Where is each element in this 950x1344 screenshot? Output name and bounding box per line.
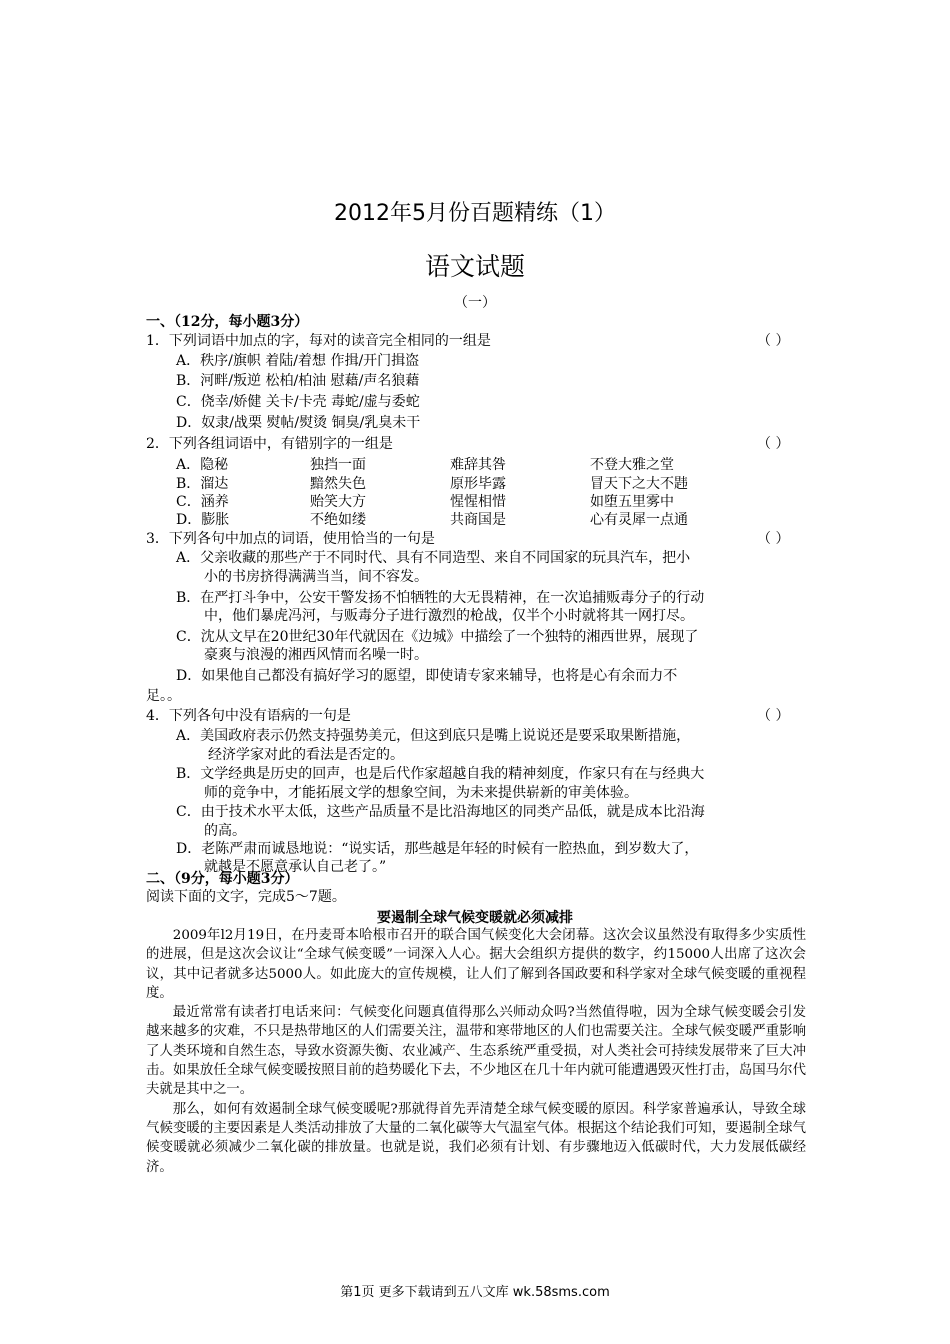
q4-stem: 4．下列各句中没有语病的一句是	[146, 708, 351, 724]
exam-title: 2012年5月份百题精练（1）	[334, 201, 616, 226]
q3-option-c-line2: 豪爽与浪漫的湘西风情而名噪一时。	[204, 647, 428, 663]
exam-subtitle: 语文试题	[424, 252, 525, 281]
q3-option-c-line1: C．沈从文早在20世纪30年代就因在《边城》中描绘了一个独特的湘西世界，展现了	[176, 629, 699, 645]
section2-instruction: 阅读下面的文字，完成5～7题。	[146, 889, 346, 905]
q4-option-b-line1: B．文学经典是历史的回声，也是后代作家超越自我的精神刻度，作家只有在与经典大	[176, 766, 705, 782]
q4-option-c-line2: 的高。	[204, 823, 246, 839]
q2-stem: 2．下列各组词语中，有错别字的一组是	[146, 436, 393, 452]
part-label: （一）	[454, 295, 496, 311]
q2-row-c	[0, 493, 950, 512]
q2-row-a	[0, 456, 950, 475]
q1-option-c: C．侥幸/娇健 关卡/卡壳 毒蛇/虚与委蛇	[176, 394, 420, 410]
q4-option-b-line2: 师的竞争中，才能拓展文学的想象空间，为未来提供崭新的审美体验。	[204, 785, 638, 801]
q1-option-d: D．奴隶/战栗 熨帖/熨烫 铜臭/乳臭未干	[176, 415, 421, 431]
q2-c-term2: 贻笑大方	[310, 494, 366, 510]
q2-c-term3: 惺惺相惜	[450, 494, 506, 510]
q2-a-term3: 难辞其咎	[450, 457, 506, 473]
q2-d-term3: 共商国是	[450, 512, 506, 528]
q2-b-term3: 原形毕露	[450, 476, 506, 492]
q3-option-b-line1: B．在严打斗争中，公安干警发扬不怕牺牲的大无畏精神，在一次追捕贩毒分子的行动	[176, 590, 705, 606]
article-paragraph-2: 最近常常有读者打电话来问：气候变化问题真值得那么兴师动众吗?当然值得啦，因为全球气候变暖会引发越来越多的灾难，不只是热带地区的人们需要关注，温带和寒带地区的人们也需要关注。全球气候变暖严重影响了人类环境和自然生态，导致水资源失衡、农业减产、生态系统严重受损，对人类社会可持续发展带来了巨大冲击。如果放任全球气候变暖按照目前的趋势暖化下去，不少地区在几十年内就可能遭遇毁灭性打击，岛国马尔代夫就是其中之一。	[146, 1005, 806, 1098]
q2-row-d	[0, 511, 950, 530]
q2-d-term2: 不绝如缕	[310, 512, 366, 528]
q4-option-a-line2: 经济学家对此的看法是否定的。	[208, 747, 404, 763]
q4-option-c-line1: C．由于技术水平太低，这些产品质量不是比沿海地区的同类产品低，就是成本比沿海	[176, 804, 705, 820]
article-paragraph-1: 2009年l2月19日，在丹麦哥本哈根市召开的联合国气候变化大会闭幕。这次会议虽然没有取得多少实质性的进展，但是这次会议让“全球气候变暖”一词深入人心。据大会组织方提供的数字，约15000人出席了这次会议，其中记者就多达5000人。如此庞大的宣传规模，让人们了解到各国政要和科学家对全球气候变暖的重视程度。	[146, 928, 806, 1001]
q1-answer-bracket: （ ）	[757, 333, 790, 349]
q3-stem: 3．下列各句中加点的词语，使用恰当的一句是	[146, 531, 435, 547]
q1-option-a: A．秩序/旗帜 着陆/着想 作揖/开门揖盗	[176, 353, 420, 369]
q2-b-term1: B．溜达	[176, 476, 229, 492]
q2-a-term4: 不登大雅之堂	[590, 457, 674, 473]
q2-b-term4: 冒天下之大不韪	[590, 476, 688, 492]
q2-a-term1: A．隐秘	[176, 457, 229, 473]
article-title: 要遏制全球气候变暖就必须减排	[377, 910, 573, 926]
q3-option-a-line2: 小的书房挤得满满当当，间不容发。	[204, 569, 428, 585]
q3-option-a-line1: A．父亲收藏的那些产于不同时代、具有不同造型、来自不同国家的玩具汽车，把小	[176, 550, 691, 566]
q2-d-term1: D．膨胀	[176, 512, 230, 528]
q3-option-d-line1: D．如果他自己都没有搞好学习的愿望，即使请专家来辅导，也将是心有余而力不	[176, 668, 678, 684]
q3-option-b-line2: 中，他们暴虎冯河，与贩毒分子进行激烈的枪战，仅半个小时就将其一网打尽。	[204, 608, 694, 624]
q1-stem: 1．下列词语中加点的字，每对的读音完全相同的一组是	[146, 333, 491, 349]
q2-d-term4: 心有灵犀一点通	[590, 512, 688, 528]
q4-option-d-line2: 就越是不愿意承认自己老了。”	[204, 859, 387, 875]
article-body	[146, 926, 806, 1177]
q2-c-term4: 如堕五里雾中	[590, 494, 674, 510]
page-footer: 第1页 更多下载请到五八文库 wk.58sms.com	[340, 1285, 610, 1300]
q2-a-term2: 独挡一面	[310, 457, 366, 473]
q2-c-term1: C．涵养	[176, 494, 229, 510]
q4-option-a-line1: A．美国政府表示仍然支持强势美元，但这到底只是嘴上说说还是要采取果断措施，	[176, 728, 691, 744]
q1-option-b: B．河畔/叛逆 松柏/柏油 慰藉/声名狼藉	[176, 373, 420, 389]
q3-answer-bracket: （ ）	[757, 531, 790, 547]
q2-row-b	[0, 475, 950, 494]
section1-header: 一、（12分，每小题3分）	[146, 314, 309, 330]
q4-answer-bracket: （ ）	[757, 708, 790, 724]
q4-option-d-line1: D．老陈严肃而诚恳地说：“说实话，那些越是年轻的时候有一腔热血，到岁数大了，	[176, 841, 699, 857]
q2-answer-bracket: （ ）	[757, 436, 790, 452]
q3-option-d-line2: 足。。	[146, 688, 181, 704]
q2-b-term2: 黯然失色	[310, 476, 366, 492]
article-paragraph-3: 那么，如何有效遏制全球气候变暖呢?那就得首先弄清楚全球气候变暖的原因。科学家普遍承认，导致全球气候变暖的主要因素是人类活动排放了大量的二氧化碳等大气温室气体。根据这个结论我们可知，要遏制全球气候变暖就必须减少二氧化碳的排放量。也就是说，我们必须有计划、有步骤地迈入低碳时代，大力发展低碳经济。	[146, 1101, 806, 1175]
section2-header: 二、（9分，每小题3分）	[146, 871, 299, 887]
